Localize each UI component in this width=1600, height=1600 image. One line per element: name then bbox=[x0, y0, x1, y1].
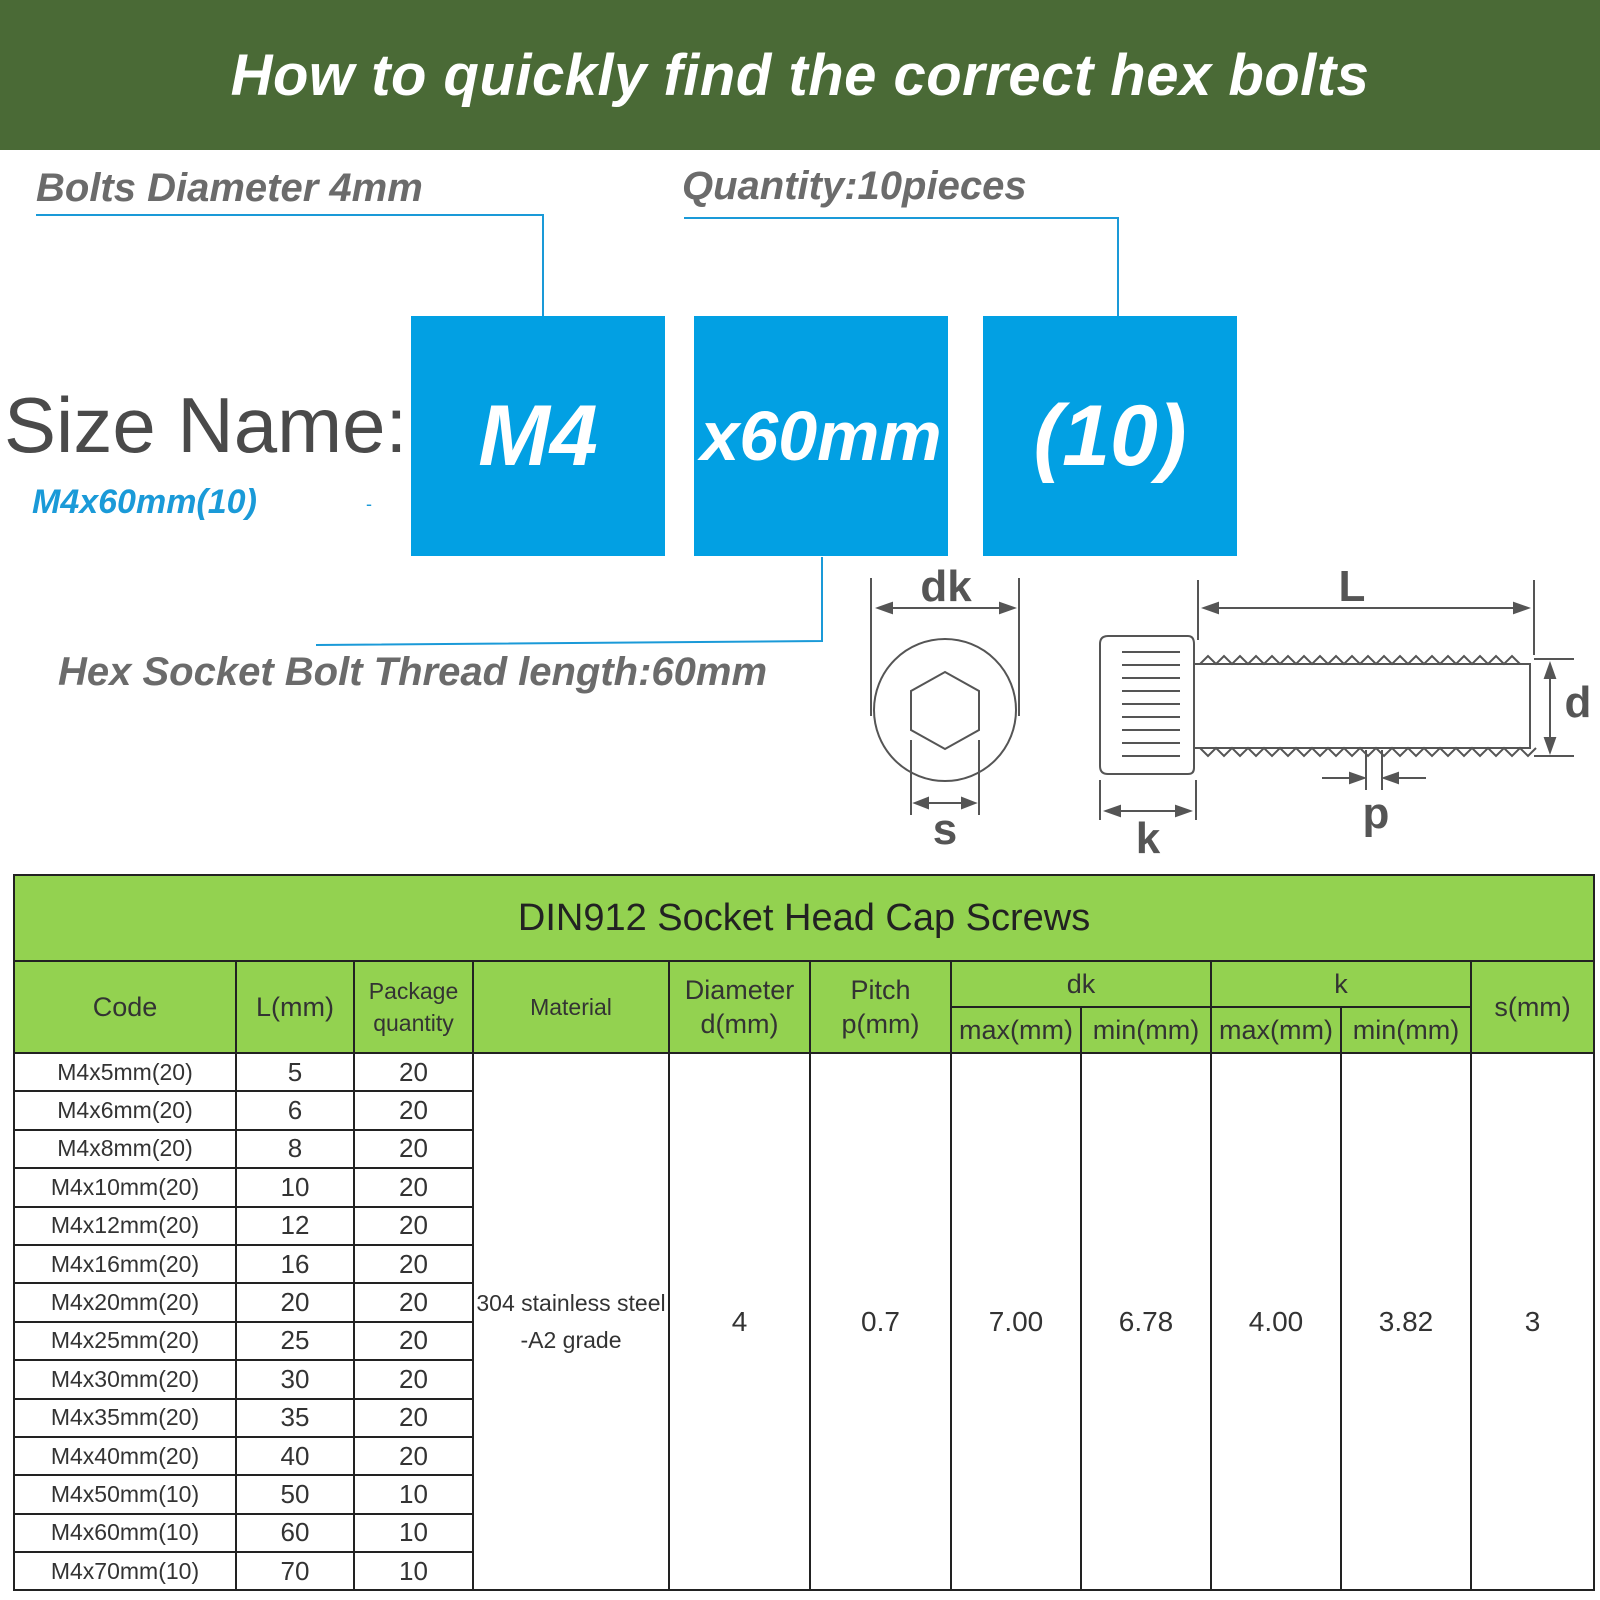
cell-length: 16 bbox=[236, 1245, 354, 1283]
cell-dk-min: 6.78 bbox=[1081, 1053, 1211, 1590]
cell-length: 35 bbox=[236, 1399, 354, 1437]
cell-quantity: 20 bbox=[354, 1053, 473, 1091]
cell-length: 30 bbox=[236, 1360, 354, 1398]
cell-code: M4x6mm(20) bbox=[14, 1091, 236, 1129]
cell-code: M4x60mm(10) bbox=[14, 1514, 236, 1552]
cell-k-min: 3.82 bbox=[1341, 1053, 1471, 1590]
cell-code: M4x8mm(20) bbox=[14, 1130, 236, 1168]
cell-quantity: 20 bbox=[354, 1207, 473, 1245]
cell-quantity: 20 bbox=[354, 1283, 473, 1321]
cell-code: M4x10mm(20) bbox=[14, 1168, 236, 1206]
header-package-quantity bbox=[354, 961, 473, 1053]
quantity-annotation: Quantity:10pieces bbox=[682, 164, 1027, 208]
p-label: p bbox=[1362, 789, 1390, 838]
size-box-length bbox=[694, 316, 948, 556]
cell-code: M4x20mm(20) bbox=[14, 1283, 236, 1321]
size-name-example: M4x60mm(10) bbox=[32, 483, 257, 521]
cell-k-max: 4.00 bbox=[1211, 1053, 1341, 1590]
cell-length: 25 bbox=[236, 1322, 354, 1360]
thread-length-annotation: Hex Socket Bolt Thread length:60mm bbox=[58, 650, 768, 694]
cell-length: 5 bbox=[236, 1053, 354, 1091]
diameter-connector-line bbox=[36, 215, 543, 316]
header-diameter-line1: Diameter bbox=[684, 975, 795, 1005]
cell-code: M4x16mm(20) bbox=[14, 1245, 236, 1283]
cell-length: 70 bbox=[236, 1552, 354, 1590]
L-label: L bbox=[1338, 562, 1366, 611]
spec-table-body bbox=[14, 1053, 1594, 1590]
cell-code: M4x35mm(20) bbox=[14, 1399, 236, 1437]
cell-length: 8 bbox=[236, 1130, 354, 1168]
header-material: Material bbox=[473, 961, 669, 1053]
cell-quantity: 10 bbox=[354, 1552, 473, 1590]
material-line1: 304 stainless steel bbox=[476, 1289, 666, 1316]
header-diameter bbox=[669, 961, 810, 1053]
material-line2: -A2 grade bbox=[520, 1326, 622, 1353]
cell-length: 50 bbox=[236, 1475, 354, 1513]
cell-code: M4x5mm(20) bbox=[14, 1053, 236, 1091]
cell-quantity: 20 bbox=[354, 1245, 473, 1283]
cell-quantity: 10 bbox=[354, 1514, 473, 1552]
diameter-annotation: Bolts Diameter 4mm bbox=[36, 166, 423, 210]
size-box-diameter-text: M4 bbox=[478, 387, 598, 484]
header-package-line1: Package bbox=[368, 978, 459, 1004]
header-pitch-line1: Pitch bbox=[850, 975, 911, 1005]
cell-quantity: 10 bbox=[354, 1475, 473, 1513]
k-label: k bbox=[1135, 814, 1161, 863]
d-label: d bbox=[1564, 678, 1592, 727]
cell-material bbox=[473, 1053, 669, 1590]
size-box-diameter bbox=[411, 316, 665, 556]
cell-diameter: 4 bbox=[669, 1053, 810, 1590]
header-package-line2: quantity bbox=[373, 1010, 454, 1036]
size-box-quantity-text: (10) bbox=[1033, 387, 1187, 484]
header-length: L(mm) bbox=[236, 961, 354, 1053]
cell-length: 12 bbox=[236, 1207, 354, 1245]
cell-length: 40 bbox=[236, 1437, 354, 1475]
size-box-length-text: x60mm bbox=[700, 397, 942, 475]
cell-code: M4x40mm(20) bbox=[14, 1437, 236, 1475]
cell-code: M4x12mm(20) bbox=[14, 1207, 236, 1245]
bolt-head-view bbox=[871, 578, 1019, 815]
header-s: s(mm) bbox=[1471, 961, 1594, 1053]
header-k-min: min(mm) bbox=[1341, 1007, 1471, 1053]
cell-quantity: 20 bbox=[354, 1130, 473, 1168]
cell-quantity: 20 bbox=[354, 1091, 473, 1129]
spec-table bbox=[13, 874, 1595, 1591]
table-row bbox=[14, 1053, 1594, 1091]
spec-table-wrapper bbox=[13, 874, 1593, 1591]
cell-code: M4x25mm(20) bbox=[14, 1322, 236, 1360]
cell-code: M4x50mm(10) bbox=[14, 1475, 236, 1513]
header-pitch-line2: p(mm) bbox=[841, 1009, 920, 1039]
header-dk-min: min(mm) bbox=[1081, 1007, 1211, 1053]
size-box-quantity bbox=[983, 316, 1237, 556]
cell-code: M4x30mm(20) bbox=[14, 1360, 236, 1398]
size-name-label: Size Name: bbox=[4, 381, 408, 469]
page-title: How to quickly find the correct hex bolts bbox=[230, 42, 1370, 108]
header-dk: dk bbox=[951, 961, 1211, 1007]
cell-length: 20 bbox=[236, 1283, 354, 1321]
cell-quantity: 20 bbox=[354, 1322, 473, 1360]
quantity-connector-line bbox=[684, 218, 1118, 316]
cell-length: 60 bbox=[236, 1514, 354, 1552]
cell-quantity: 20 bbox=[354, 1437, 473, 1475]
header-k: k bbox=[1211, 961, 1471, 1007]
header-code: Code bbox=[14, 961, 236, 1053]
thread-connector-line bbox=[316, 557, 822, 645]
dk-label: dk bbox=[920, 562, 972, 611]
table-title: DIN912 Socket Head Cap Screws bbox=[14, 875, 1594, 961]
cell-length: 6 bbox=[236, 1091, 354, 1129]
header-dk-max: max(mm) bbox=[951, 1007, 1081, 1053]
cell-quantity: 20 bbox=[354, 1360, 473, 1398]
header-pitch bbox=[810, 961, 951, 1053]
cell-dk-max: 7.00 bbox=[951, 1053, 1081, 1590]
cell-length: 10 bbox=[236, 1168, 354, 1206]
cell-quantity: 20 bbox=[354, 1399, 473, 1437]
cell-s: 3 bbox=[1471, 1053, 1594, 1590]
size-name-dash: - bbox=[366, 494, 372, 514]
header-diameter-line2: d(mm) bbox=[700, 1009, 779, 1039]
bolt-side-view bbox=[1100, 580, 1574, 820]
cell-quantity: 20 bbox=[354, 1168, 473, 1206]
s-label: s bbox=[932, 805, 958, 854]
cell-pitch: 0.7 bbox=[810, 1053, 951, 1590]
header-k-max: max(mm) bbox=[1211, 1007, 1341, 1053]
cell-code: M4x70mm(10) bbox=[14, 1552, 236, 1590]
